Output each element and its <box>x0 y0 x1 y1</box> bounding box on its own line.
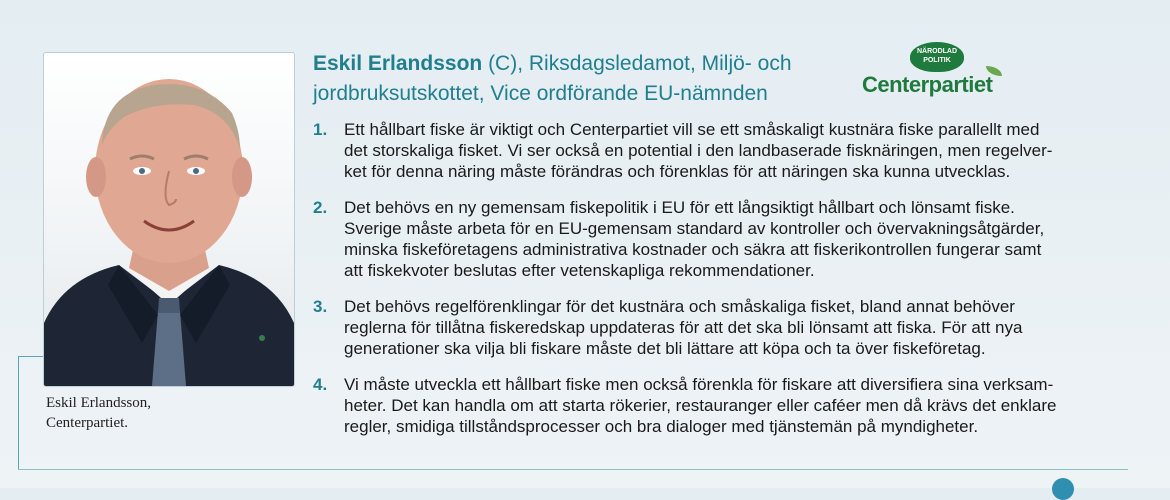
photo-caption <box>46 393 246 433</box>
policy-points-list <box>313 119 1128 452</box>
point-number: 1. <box>313 120 328 139</box>
politician-role: (C), Riksdagsledamot, Miljö- och <box>482 52 792 75</box>
logo-badge-line2: POLITIK <box>923 57 951 64</box>
policy-point <box>313 197 1128 281</box>
logo-wordmark: Centerpartiet <box>862 72 993 97</box>
portrait-photo <box>43 52 295 387</box>
portrait-illustration <box>44 53 294 386</box>
article-heading <box>313 49 853 109</box>
point-number: 2. <box>313 198 328 217</box>
politician-name: Eskil Erlandsson <box>313 52 483 75</box>
point-text-line: generationer ska vilja bli fiskare måste det bli lättare att köpa och ta över fiskeföretag. <box>344 339 986 358</box>
politician-committee: jordbruksutskottet, Vice ordförande EU-nämnden <box>313 82 768 105</box>
point-text-line: det storskaliga fisket. Vi ser också en potential i den landbaserade fisknäringen, men regelver- <box>344 141 1053 160</box>
point-text-line: heter. Det kan handla om att starta rökerier, restauranger eller caféer men då krävs det enklare <box>344 396 1057 415</box>
point-text-line: Vi måste utveckla ett hållbart fiske men också förenkla för fiskare att diversifiera sina verksam- <box>344 375 1054 394</box>
point-number: 3. <box>313 297 328 316</box>
point-text-line: regler, smidiga tillståndsprocesser och bra dialoger med tjänstemän på myndigheter. <box>344 417 979 436</box>
policy-point <box>313 119 1128 182</box>
logo-badge-line1: NÄRODLAD <box>916 48 958 55</box>
point-text-line: minska fiskeföretagens administrativa kostnader och säkra att fiskerikontrollen fungerar samt <box>344 240 1042 259</box>
point-number: 4. <box>313 375 328 394</box>
point-text-line: Ett hållbart fiske är viktigt och Centerpartiet vill se ett småskaligt kustnära fiske parallellt med <box>344 120 1040 139</box>
policy-point <box>313 296 1128 359</box>
caption-name: Eskil Erlandsson, <box>46 395 151 411</box>
guide-line-bottom <box>18 469 1128 470</box>
policy-point <box>313 374 1128 437</box>
logo-badge <box>910 42 964 72</box>
point-text-line: reglerna för tillåtna fiskeredskap uppdateras för att det ska bli lönsamt att fiska. För att nya <box>344 318 1023 337</box>
centerpartiet-logo <box>862 42 1007 102</box>
point-text-line: att fiskekvoter beslutas efter vetenskapliga rekommendationer. <box>344 261 815 280</box>
guide-line-vertical <box>18 356 19 469</box>
point-text-line: Det behövs regelförenklingar för det kustnära och småskaliga fisket, bland annat behöver <box>344 297 1015 316</box>
caption-party: Centerpartiet. <box>46 415 129 431</box>
point-text-line: Sverige måste arbeta för en EU-gemensam standard av kontroller och övervakningsåtgärder, <box>344 219 1045 238</box>
point-text-line: ket för denna näring måste förändras och förenklas för att näringen ska kunna utvecklas. <box>344 162 1011 181</box>
page-dot-marker <box>1052 478 1074 500</box>
point-text-line: Det behövs en ny gemensam fiskepolitik i EU för ett långsiktigt hållbart och lönsamt fiske. <box>344 198 1015 217</box>
